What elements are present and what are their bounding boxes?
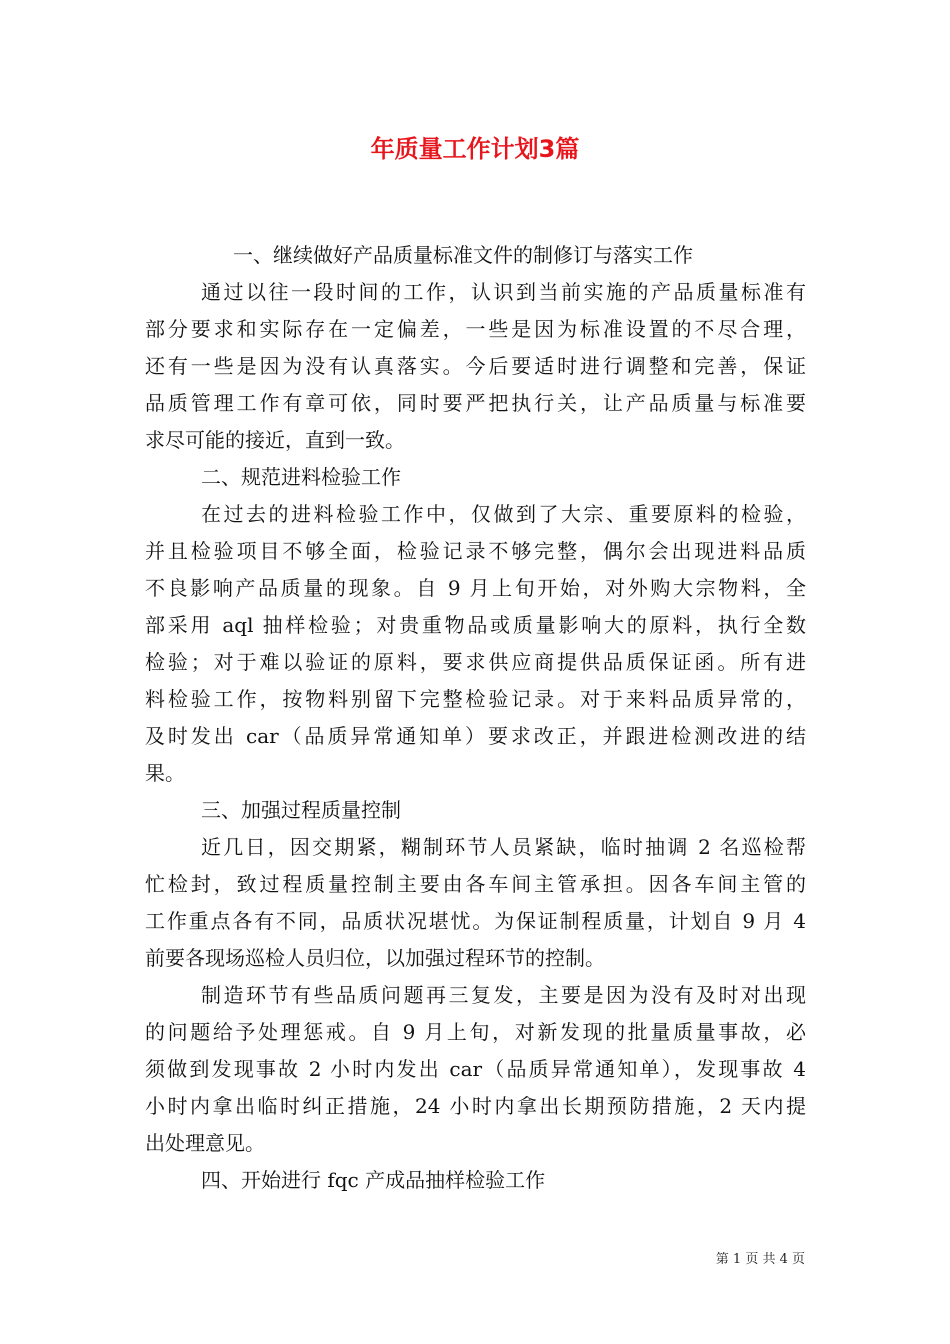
text-line: 忙检封，致过程质量控制主要由各车间主管承担。因各车间主管的 [145, 872, 806, 896]
text-line: 近几日，因交期紧，糊制环节人员紧缺，临时抽调 2 名巡检帮 [201, 835, 806, 859]
text-line: 通过以往一段时间的工作，认识到当前实施的产品质量标准有 [201, 280, 806, 304]
text-line: 出处理意见。 [145, 1131, 265, 1155]
paragraph [145, 274, 806, 459]
document-body [145, 237, 806, 1199]
text-line: 须做到发现事故 2 小时内发出 car（品质异常通知单），发现事故 4 [145, 1057, 806, 1081]
text-line: 并且检验项目不够全面，检验记录不够完整，偶尔会出现进料品质 [145, 539, 806, 563]
text-line: 还有一些是因为没有认真落实。今后要适时进行调整和完善，保证 [145, 354, 806, 378]
document-title: 年质量工作计划3篇 [370, 135, 580, 163]
text-line: 及时发出 car（品质异常通知单）要求改正，并跟进检测改进的结 [145, 724, 806, 748]
section-heading [145, 237, 806, 274]
text-line: 检验；对于难以验证的原料，要求供应商提供品质保证函。所有进 [145, 650, 806, 674]
text-line: 品质管理工作有章可依，同时要严把执行关，让产品质量与标准要 [145, 391, 806, 415]
text-line: 部采用 aql 抽样检验；对贵重物品或质量影响大的原料，执行全数 [145, 613, 806, 637]
text-line: 部分要求和实际存在一定偏差，一些是因为标准设置的不尽合理， [145, 317, 806, 341]
text-line: 三、加强过程质量控制 [201, 798, 401, 822]
text-line: 前要各现场巡检人员归位，以加强过程环节的控制。 [145, 946, 605, 970]
paragraph [145, 496, 806, 792]
text-line: 一、继续做好产品质量标准文件的制修订与落实工作 [233, 243, 693, 267]
text-line: 工作重点各有不同，品质状况堪忧。为保证制程质量，计划自 9 月 4 [145, 909, 806, 933]
text-line: 不良影响产品质量的现象。自 9 月上旬开始，对外购大宗物料，全 [145, 576, 806, 600]
text-line: 二、规范进料检验工作 [201, 465, 401, 489]
paragraph [145, 829, 806, 977]
paragraph [145, 977, 806, 1162]
page-number: 第 1 页 共 4 页 [715, 1252, 805, 1267]
text-line: 四、开始进行 fqc 产成品抽样检验工作 [201, 1168, 546, 1192]
text-line: 求尽可能的接近，直到一致。 [145, 428, 405, 452]
text-line: 制造环节有些品质问题再三复发，主要是因为没有及时对出现 [201, 983, 806, 1007]
text-line: 料检验工作，按物料别留下完整检验记录。对于来料品质异常的， [145, 687, 806, 711]
text-line: 小时内拿出临时纠正措施，24 小时内拿出长期预防措施，2 天内提 [145, 1094, 806, 1118]
text-line: 在过去的进料检验工作中，仅做到了大宗、重要原料的检验， [201, 502, 806, 526]
text-line: 果。 [145, 761, 185, 785]
text-line: 的问题给予处理惩戒。自 9 月上旬，对新发现的批量质量事故，必 [145, 1020, 806, 1044]
section-heading [145, 792, 806, 829]
section-heading [145, 1162, 806, 1199]
section-heading [145, 459, 806, 496]
